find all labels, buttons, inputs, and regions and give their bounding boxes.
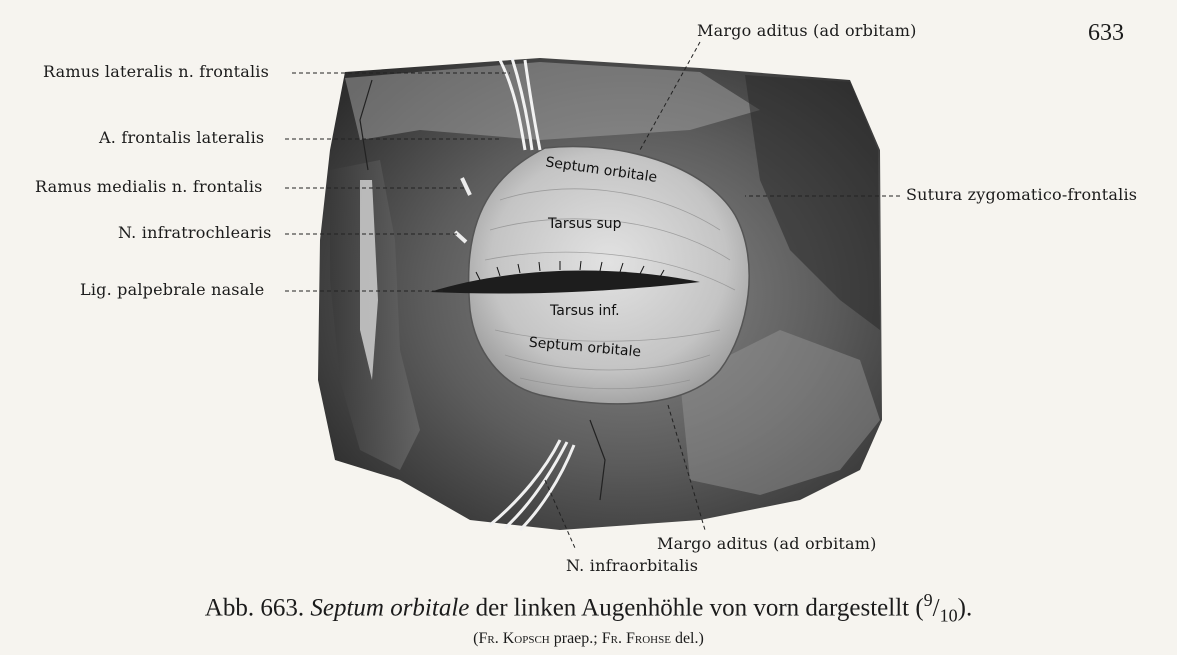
label-margo-aditus-top: Margo aditus (ad orbitam) xyxy=(697,21,917,40)
label-margo-aditus-bottom: Margo aditus (ad orbitam) xyxy=(657,534,877,553)
septum-orbitale-lower-label: Septum orbitale xyxy=(528,334,642,361)
label-a-frontalis-lateralis: A. frontalis lateralis xyxy=(99,128,265,147)
label-ramus-medialis: Ramus medialis n. frontalis xyxy=(35,177,263,196)
credit-open: ( xyxy=(473,630,479,647)
tarsus-inf-label: Tarsus inf. xyxy=(550,303,620,319)
credit-preparer-role: praep.; xyxy=(549,630,602,647)
caption-fraction-den: 10 xyxy=(939,605,958,626)
credit-artist-role: del.) xyxy=(670,630,704,647)
credit-preparer: Fr. Kopsch xyxy=(478,630,550,647)
figure-caption: Abb. 663. Septum orbitale der linken Augenhöhle von vorn dargestellt $(^9/_{10})$. xyxy=(204,590,973,626)
caption-fraction-num: 9 xyxy=(923,590,933,610)
credit-artist: Fr. Frohse xyxy=(601,630,671,647)
label-n-infraorbitalis: N. infraorbitalis xyxy=(566,556,699,575)
label-ramus-lateralis: Ramus lateralis n. frontalis xyxy=(43,62,269,81)
page-number: 633 xyxy=(1088,20,1124,46)
tarsus-sup-label: Tarsus sup xyxy=(548,216,622,232)
label-sutura-zygomatico-frontalis: Sutura zygomatico-frontalis xyxy=(906,185,1138,204)
caption-italic: Septum orbitale xyxy=(310,594,470,622)
label-n-infratrochlearis: N. infratrochlearis xyxy=(118,223,272,242)
caption-prefix: Abb. 663. xyxy=(204,594,305,622)
figure-credit xyxy=(0,630,1177,648)
label-lig-palpebrale-nasale: Lig. palpebrale nasale xyxy=(80,280,265,299)
caption-rest: der linken Augenhöhle von vorn dargestellt ( xyxy=(475,594,924,622)
caption-end: ). xyxy=(957,594,973,622)
septum-orbitale-upper-label: Septum orbitale xyxy=(544,154,659,186)
